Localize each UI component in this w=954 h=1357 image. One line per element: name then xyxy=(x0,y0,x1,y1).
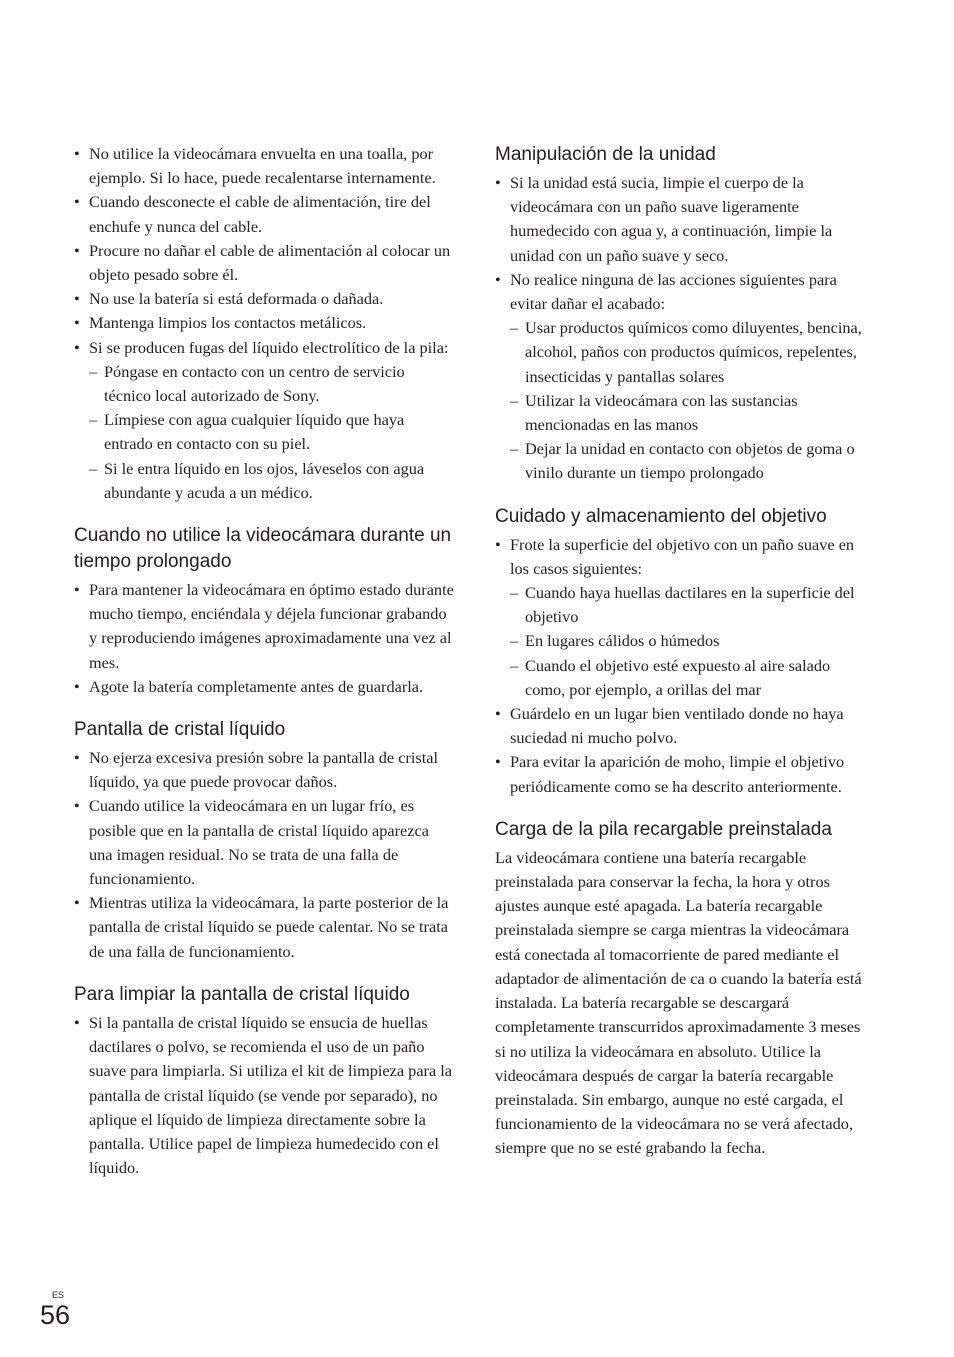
bullet: • xyxy=(74,289,80,309)
section-lens xyxy=(495,504,870,799)
section-list xyxy=(495,171,870,486)
list-item xyxy=(74,287,454,311)
dash: – xyxy=(510,583,519,603)
list-item xyxy=(495,702,870,750)
sub-item xyxy=(510,581,870,629)
bullet: • xyxy=(495,752,501,772)
section-heading: Pantalla de cristal líquido xyxy=(74,719,286,741)
dash: – xyxy=(510,439,519,459)
list-item xyxy=(74,336,454,505)
list-item xyxy=(495,268,870,486)
sub-item-text: Dejar la unidad en contacto con objetos de goma o vinilo durante un tiempo prolongado xyxy=(525,439,855,483)
item-text: Para evitar la aparición de moho, limpie el objetivo periódicamente como se ha descrito anteriormente. xyxy=(510,752,845,796)
item-text: Guárdelo en un lugar bien ventilado donde no haya suciedad ni mucho polvo. xyxy=(510,704,844,748)
bullet: • xyxy=(74,748,80,768)
section-list xyxy=(74,1011,454,1180)
item-text: Si se producen fugas del líquido electrolítico de la pila: xyxy=(89,337,449,357)
dash: – xyxy=(89,410,98,430)
list-item xyxy=(495,750,870,798)
list-item xyxy=(74,311,454,335)
language-code: ES xyxy=(52,1290,65,1300)
sub-item-text: En lugares cálidos o húmedos xyxy=(525,631,720,651)
list-item xyxy=(495,533,870,702)
section-list xyxy=(74,746,454,964)
list-item xyxy=(495,171,870,268)
item-text: Cuando utilice la videocámara en un lugar frío, es posible que en la pantalla de cristal líquido aparezca una imagen residual. No se trata de una falla de funcionamiento. xyxy=(89,796,429,889)
item-text: Mantenga limpios los contactos metálicos. xyxy=(89,313,367,333)
battery-paragraph: La videocámara contiene una batería recargable preinstalada para conservar la fecha, la hora y otros ajustes aunque esté apagada. La batería recargable preinstalada siempre se carga mientras la videocámara está conectada al tomacorriente de pared mediante el adaptador de alimentación de ca o cuando la batería está instalada. La batería recargable se descargará completamente transcurridos aproximadamente 3 meses si no utiliza la videocámara en absoluto. Utilice la videocámara después de cargar la batería recargable preinstalada. Sin embargo, aunque no esté cargada, el funcionamiento de la videocámara no se verá afectado, siempre que no se esté grabando la fecha. xyxy=(495,847,862,1158)
section-storage xyxy=(74,523,454,699)
list-item xyxy=(74,1011,454,1180)
list-item xyxy=(74,794,454,891)
bullet: • xyxy=(74,580,80,600)
bullet: • xyxy=(74,1012,80,1032)
section-battery xyxy=(495,817,870,1161)
sub-list xyxy=(89,360,454,505)
section-heading: Cuidado y almacenamiento del objetivo xyxy=(495,505,827,527)
item-text: No utilice la videocámara envuelta en una toalla, por ejemplo. Si lo hace, puede recalentarse internamente. xyxy=(89,144,436,188)
sub-item xyxy=(89,360,454,408)
item-text: Si la unidad está sucia, limpie el cuerpo de la videocámara con un paño suave ligeramente humedecido con agua y, a continuación, limpie la unidad con un paño suave y seco. xyxy=(510,173,833,265)
sub-list xyxy=(510,316,870,485)
section-heading: Carga de la pila recargable preinstalada xyxy=(495,818,832,840)
sub-item-text: Usar productos químicos como diluyentes, bencina, alcohol, paños con productos químicos, repelentes, insecticidas y pantallas solares xyxy=(525,318,862,386)
bullet: • xyxy=(495,269,501,289)
sub-item-text: Cuando haya huellas dactilares en la superficie del objetivo xyxy=(525,583,855,627)
item-text: No ejerza excesiva presión sobre la pantalla de cristal líquido, ya que puede provocar daños. xyxy=(89,748,438,792)
dash: – xyxy=(510,318,519,338)
list-item xyxy=(74,239,454,287)
sub-list xyxy=(510,581,870,702)
item-text: Agote la batería completamente antes de guardarla. xyxy=(89,676,424,696)
dash: – xyxy=(510,631,519,651)
sub-item xyxy=(510,654,870,702)
section-list xyxy=(74,578,454,699)
dash: – xyxy=(510,390,519,410)
sub-item xyxy=(89,457,454,505)
bullet: • xyxy=(74,676,80,696)
bullet: • xyxy=(74,796,80,816)
item-text: Cuando desconecte el cable de alimentación, tire del enchufe y nunca del cable. xyxy=(89,192,431,236)
section-heading: Cuando no utilice la videocámara durante un tiempo prolongado xyxy=(74,525,452,573)
item-text: No use la batería si está deformada o dañada. xyxy=(89,289,384,309)
bullet: • xyxy=(74,893,80,913)
sub-item-text: Límpiese con agua cualquier líquido que haya entrado en contacto con su piel. xyxy=(104,410,405,454)
item-text: No realice ninguna de las acciones siguientes para evitar dañar el acabado: xyxy=(510,269,837,314)
section-lcd-cleaning xyxy=(74,982,454,1180)
item-text: Procure no dañar el cable de alimentación al colocar un objeto pesado sobre él. xyxy=(89,240,451,285)
list-item xyxy=(74,675,454,699)
list-item xyxy=(74,891,454,964)
list-item xyxy=(74,142,454,190)
section-lcd xyxy=(74,717,454,964)
intro-list xyxy=(74,142,454,505)
dash: – xyxy=(89,361,98,381)
section-list xyxy=(495,533,870,799)
page-number: 56 xyxy=(40,1300,71,1330)
item-text: Mientras utiliza la videocámara, la parte posterior de la pantalla de cristal líquido se puede calentar. No se trata de una falla de funcionamiento. xyxy=(89,893,449,961)
sub-item-text: Utilizar la videocámara con las sustancias mencionadas en las manos xyxy=(525,390,798,435)
sub-item-text: Póngase en contacto con un centro de servicio técnico local autorizado de Sony. xyxy=(104,361,405,406)
bullet: • xyxy=(74,192,80,212)
page-number-block xyxy=(40,1290,70,1330)
list-item xyxy=(74,578,454,675)
section-handling xyxy=(495,142,870,486)
right-column xyxy=(495,142,870,1161)
bullet: • xyxy=(495,704,501,724)
sub-item xyxy=(89,408,454,456)
item-text: Si la pantalla de cristal líquido se ensucia de huellas dactilares o polvo, se recomienda el uso de un paño suave para limpiarla. Si utiliza el kit de limpieza para la pantalla de cristal líquido (se vende por separado), no aplique el líquido de limpieza directamente sobre la pantalla. Utilice papel de limpieza humedecido con el líquido. xyxy=(89,1012,453,1178)
dash: – xyxy=(89,458,98,478)
left-column xyxy=(74,142,454,1180)
item-text: Frote la superficie del objetivo con un paño suave en los casos siguientes: xyxy=(510,534,855,578)
section-heading: Manipulación de la unidad xyxy=(495,144,716,165)
list-item xyxy=(74,190,454,238)
bullet: • xyxy=(74,240,80,260)
sub-item-text: Cuando el objetivo esté expuesto al aire salado como, por ejemplo, a orillas del mar xyxy=(525,655,831,699)
sub-item xyxy=(510,389,870,437)
sub-item xyxy=(510,629,870,653)
sub-item-text: Si le entra líquido en los ojos, láveselos con agua abundante y acuda a un médico. xyxy=(104,458,425,502)
bullet: • xyxy=(74,313,80,333)
dash: – xyxy=(510,655,519,675)
section-heading: Para limpiar la pantalla de cristal líquido xyxy=(74,983,410,1005)
bullet: • xyxy=(495,173,501,192)
list-item xyxy=(74,746,454,794)
item-text: Para mantener la videocámara en óptimo estado durante mucho tiempo, enciéndala y déjela funcionar grabando y reproduciendo imágenes aproximadamente una vez al mes. xyxy=(89,580,454,672)
bullet: • xyxy=(74,337,80,357)
bullet: • xyxy=(74,144,80,163)
sub-item xyxy=(510,316,870,389)
bullet: • xyxy=(495,534,501,554)
sub-item xyxy=(510,437,870,485)
